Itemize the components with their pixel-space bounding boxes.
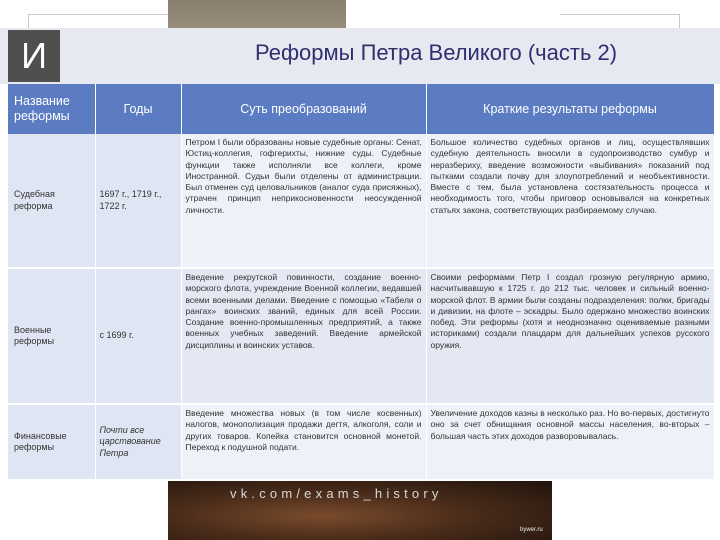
cell-years: Почти все царствование Петра	[95, 404, 181, 480]
header-essence: Суть преобразований	[181, 84, 426, 134]
footer-link-text: vk.com/exams_history	[230, 486, 443, 501]
cell-years: 1697 г., 1719 г., 1722 г.	[95, 134, 181, 268]
reforms-table	[8, 84, 715, 481]
decor-line-right	[679, 14, 680, 28]
cell-reform-name: Военные реформы	[8, 268, 95, 404]
table-row	[8, 404, 714, 480]
table-row	[8, 268, 714, 404]
cell-essence: Введение множества новых (в том числе косвенных) налогов, монополизация продажи дегтя, алкоголя, соли и других товаров. Копейка становится основной монетой. Переход к подушной подати.	[181, 404, 426, 480]
decor-line-top-right	[560, 14, 680, 15]
cell-reform-name: Финансовые реформы	[8, 404, 95, 480]
slide-letter-badge: И	[8, 30, 60, 82]
reforms-table-container	[8, 84, 714, 480]
cell-results: Большое количество судебных органов и лиц, осуществлявших судебную деятельность вносили в судопроизводство сумбур и неразбериху, введение возможности «выбивания» показаний под пытками создали почву для злоупотреблений и необъективности. Вместе с тем, была установлена состязательность процесса и необходимость того, чтобы приговор основывался на конкретных статьях закона, соответствующих разбираемому случаю.	[426, 134, 714, 268]
cell-results: Увеличение доходов казны в несколько раз. Но во-первых, достигнуто оно за счет обнищания основной массы населения, во-вторых – большая часть этих доходов разворовывалась.	[426, 404, 714, 480]
header-results: Краткие результаты реформы	[426, 84, 714, 134]
header-reform-name: Название реформы	[8, 84, 95, 134]
cell-essence: Петром I были образованы новые судебные органы: Сенат, Юстиц-коллегия, гофгерихты, нижние суды. Судебные функции также исполняли все коллеги, кроме Иностранной. Судьи были отделены от администрации. Был отменен суд целовальников (аналог суда присяжных), утрачен принцип неприкосновенности неосужденной личности.	[181, 134, 426, 268]
watermark: bywer.ru	[520, 527, 543, 533]
cell-results: Своими реформами Петр I создал грозную регулярную армию, насчитывавшую к 1725 г. до 212 тыс. человек и сильный военно-морской флот. В армии были созданы подразделения: полки, бригады и дивизии, на флоте – эскадры. Было одержано множество воинских побед. Эти реформы (хотя и неоднозначно оцениваемые разными историками) создали плацдарм для дальнейших успехов русского оружия.	[426, 268, 714, 404]
decor-line-left	[28, 14, 29, 28]
header-years: Годы	[95, 84, 181, 134]
decor-line-top-left	[28, 14, 168, 15]
cell-years: с 1699 г.	[95, 268, 181, 404]
slide-title: Реформы Петра Великого (часть 2)	[255, 40, 618, 65]
table-row	[8, 134, 714, 268]
cell-reform-name: Судебная реформа	[8, 134, 95, 268]
table-header-row	[8, 84, 714, 134]
cell-essence: Введение рекрутской повинности, создание военно-морского флота, учреждение Военной коллегии, ведавшей всеми военными делами. Введение с помощью «Табели о рангах» воинских званий, единых для всей России. Создание военно-промышленных предприятий, а также военных учебных заведений. Введение армейской дисциплины и воинских уставов.	[181, 268, 426, 404]
